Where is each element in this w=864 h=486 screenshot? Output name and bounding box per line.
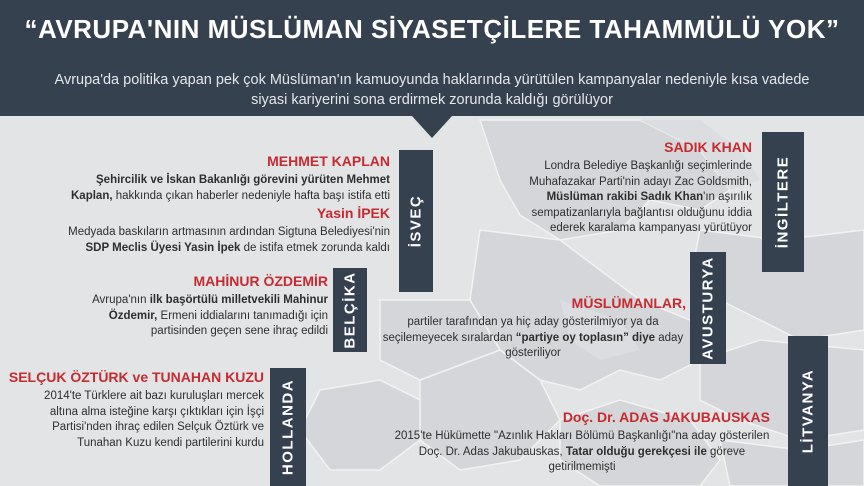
- country-bar-belcika: [333, 268, 367, 352]
- country-label-litvanya: LİTVANYA: [799, 368, 817, 454]
- country-label-isvec: İSVEÇ: [407, 194, 425, 248]
- country-label-hollanda: HOLLANDA: [279, 378, 297, 476]
- ozdemir-line1a: Avrupa'nın: [92, 294, 150, 306]
- adas-line1: 2015'te Hükümette "Azınlık Hakları Bölümü Başkanlığı"na aday gösterilen: [394, 430, 770, 442]
- khan-block: [480, 138, 752, 237]
- adas-line2a: Doç. Dr. Adas Jakubauskas,: [418, 445, 566, 458]
- country-bar-ingiltere: [762, 132, 804, 272]
- country-bar-litvanya: [788, 336, 828, 486]
- ozturk-line4: Tunahan Kuzu kendi partilerini kurdu: [77, 436, 264, 449]
- khan-line3b: 'ın aşırılık: [703, 191, 752, 203]
- muslumanlar-line1: partiler tarafından ya hiç aday gösterilmiyor ya da: [407, 316, 659, 328]
- kaplan-line2b: hakkında çıkan haberler nedeniyle hafta başı istifa etti: [112, 189, 390, 202]
- kaplan-block: [60, 152, 390, 204]
- muslumanlar-name: MÜSLÜMANLAR,: [571, 295, 686, 311]
- khan-line5: ederek karalama kampanyası yürütüyor: [550, 222, 752, 234]
- ozturk-block: [6, 368, 264, 451]
- country-bar-hollanda: [270, 368, 306, 486]
- muslumanlar-line3: gösteriliyor: [505, 347, 561, 359]
- ozdemir-line2a: Özdemir,: [108, 309, 158, 322]
- adas-block: [388, 408, 776, 476]
- kaplan-name: MEHMET KAPLAN: [267, 153, 390, 169]
- ipek-line2a: SDP Meclis Üyesi Yasin İpek: [85, 241, 241, 254]
- muslumanlar-line2a: seçilemeyecek sıralardan: [382, 331, 516, 344]
- ipek-block: [40, 204, 390, 256]
- ozdemir-name: MAHİNUR ÖZDEMİR: [193, 273, 328, 289]
- kaplan-line2a: Kaplan,: [71, 189, 113, 202]
- muslumanlar-block: [376, 294, 690, 362]
- country-label-avusturya: AVUSTURYA: [699, 256, 717, 360]
- khan-line1: Londra Belediye Başkanlığı seçimlerinde: [544, 160, 752, 172]
- muslumanlar-line2b: “partiye oy toplasın” diye: [515, 331, 656, 344]
- ozturk-line3: Partisi'nden ihraç edilen Selçuk Öztürk ve: [52, 421, 264, 433]
- muslumanlar-line2c: aday: [655, 331, 684, 344]
- country-label-belcika: BELÇİKA: [341, 271, 359, 349]
- adas-line3: getirilmemişti: [548, 461, 616, 473]
- khan-line3a: Müslüman rakibi Sadık Khan: [546, 191, 704, 203]
- adas-name: Doç. Dr. ADAS JAKUBAUSKAS: [562, 409, 770, 425]
- ipek-name: Yasin İPEK: [316, 205, 390, 221]
- page-subtitle: Avrupa'da politika yapan pek çok Müslüman'ın kamuoyunda haklarında yürütülen kampanyalar nedeniyle kısa vadede siyasi kariyerini sona erdirmek zorunda kaldığı görülüyor: [54, 72, 810, 108]
- ozturk-line1: 2014'te Türklere ait bazı kuruluşları mercek: [44, 390, 264, 402]
- country-bar-avusturya: [690, 252, 726, 364]
- khan-line2: Muhafazakar Parti'nin adayı Zac Goldsmith,: [529, 175, 752, 188]
- ozdemir-line1b: ilk başörtülü milletvekili Mahinur: [149, 294, 328, 306]
- ozturk-name: SELÇUK ÖZTÜRK ve TUNAHAN KUZU: [8, 369, 264, 385]
- ozdemir-block: [60, 272, 328, 340]
- ipek-line1: Medyada baskıların artmasının ardından Sigtuna Belediyesi'nin: [68, 226, 390, 238]
- kaplan-line1: Şehircilik ve İskan Bakanlığı görevini yürüten Mehmet: [96, 174, 390, 186]
- ozdemir-line3: partisinden geçen sene ihraç edildi: [150, 325, 328, 337]
- adas-line2c: göreve: [706, 445, 746, 458]
- ozturk-line2: altına alma isteğine karşı çıktıkları için İşçi: [49, 405, 264, 418]
- adas-line2b: Tatar olduğu gerekçesi ile: [565, 445, 707, 458]
- khan-name: SADIK KHAN: [664, 139, 752, 155]
- ozdemir-line2b: Ermeni iddialarını tanımadığı için: [157, 309, 328, 322]
- ipek-line2b: de istifa etmek zorunda kaldı: [240, 241, 390, 254]
- country-label-ingiltere: İNGİLTERE: [774, 155, 792, 249]
- khan-line4: sempatizanlarıyla bağlantısı olduğunu iddia: [531, 206, 752, 219]
- page-title: “AVRUPA'NIN MÜSLÜMAN SİYASETÇİLERE TAHAMMÜLÜ YOK”: [24, 14, 840, 44]
- country-bar-isvec: [399, 150, 433, 292]
